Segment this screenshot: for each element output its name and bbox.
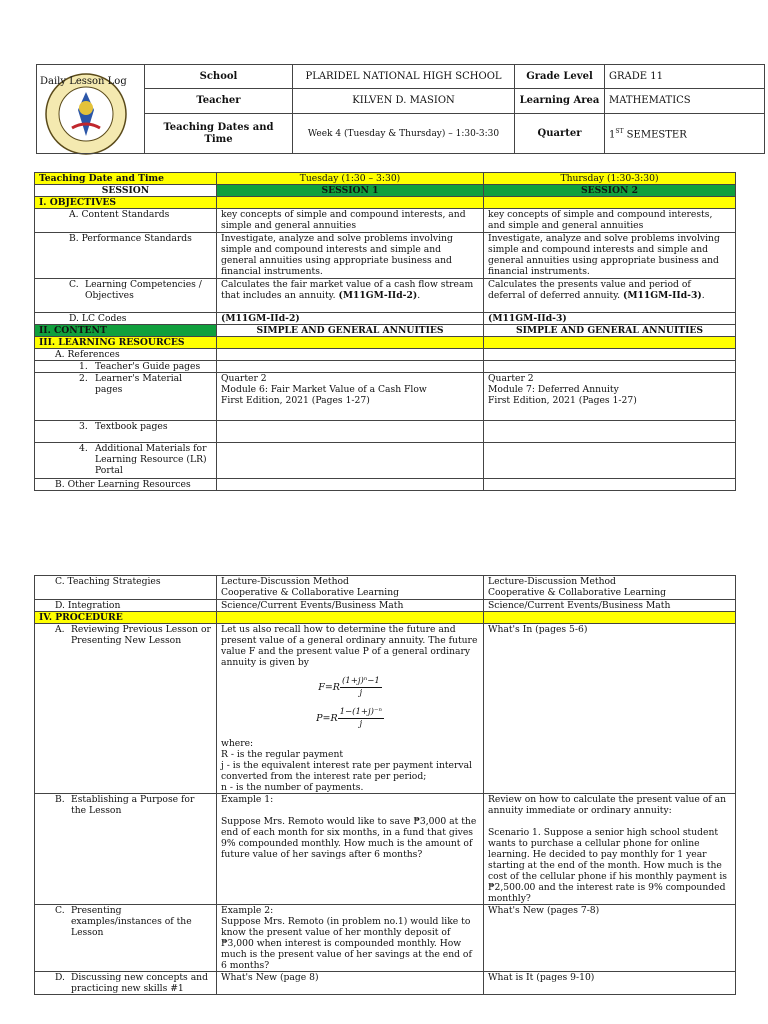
c-session-1: Example 2: Suppose Mrs. Remoto (in problem no.1) would like to know the present value of her monthly deposit of ₱3,000 when interest is compounded monthly. How much is the present value of her savings at the end of 6 months? xyxy=(217,905,484,972)
table-row xyxy=(35,373,736,421)
int-session-1: Science/Current Events/Business Math xyxy=(217,600,484,612)
presenting-label: C. Presenting examples/instances of the Lesson xyxy=(35,905,217,972)
d-session-2: What is It (pages 9-10) xyxy=(484,972,736,995)
table-row xyxy=(35,233,736,279)
lcc-session-1: (M11GM-IId-2) xyxy=(217,313,484,325)
table-row xyxy=(35,972,736,995)
table-row xyxy=(35,325,736,337)
content-session-1: SIMPLE AND GENERAL ANNUITIES xyxy=(217,325,484,337)
table-row xyxy=(35,197,736,209)
lc-session-2: Calculates the presents value and period of deferral of deferred annuity. (M11GM-IId-3). xyxy=(484,279,736,313)
textbook-label: 3. Textbook pages xyxy=(35,421,217,443)
int-session-2: Science/Current Events/Business Math xyxy=(484,600,736,612)
references-label: A. References xyxy=(35,349,217,361)
tdt-label: Teaching Date and Time xyxy=(35,173,217,185)
content-standards-label: A. Content Standards xyxy=(35,209,217,233)
school-label: School xyxy=(145,65,293,89)
quarter-value: 1ST SEMESTER xyxy=(605,114,765,154)
lcc-session-2: (M11GM-IId-3) xyxy=(484,313,736,325)
daily-lesson-log-label: Daily Lesson Log xyxy=(40,76,127,87)
table-row xyxy=(35,349,736,361)
session-label: SESSION xyxy=(35,185,217,197)
reviewing-label: A. Reviewing Previous Lesson or Presenting New Lesson xyxy=(35,624,217,794)
table-row xyxy=(35,479,736,491)
objectives-heading: I. OBJECTIVES xyxy=(35,197,217,209)
tdt-tuesday: Tuesday (1:30 – 3:30) xyxy=(217,173,484,185)
d-session-1: What's New (page 8) xyxy=(217,972,484,995)
table-row xyxy=(35,209,736,233)
teaching-strategies-label: C. Teaching Strategies xyxy=(35,576,217,600)
ts-session-2: Lecture-Discussion Method Cooperative & Collaborative Learning xyxy=(484,576,736,600)
additional-materials-label: 4. Additional Materials for Learning Resource (LR) Portal xyxy=(35,443,217,479)
b-session-1: Example 1: Suppose Mrs. Remoto would like to save ₱3,000 at the end of each month for six months, in a fund that gives 9% compounded monthly. How much is the amount of future value of her savings after 6 months? xyxy=(217,794,484,905)
lc-codes-label: D. LC Codes xyxy=(35,313,217,325)
table-row xyxy=(35,185,736,197)
tdt-thursday: Thursday (1:30-3:30) xyxy=(484,173,736,185)
other-resources-label: B. Other Learning Resources xyxy=(35,479,217,491)
table-row xyxy=(35,313,736,325)
ps-session-1: Investigate, analyze and solve problems involving simple and compound interests and simple and general annuities using appropriate business and financial instruments. xyxy=(217,233,484,279)
cs-session-1: key concepts of simple and compound interests, and simple and general annuities xyxy=(217,209,484,233)
content-heading: II. CONTENT xyxy=(35,325,217,337)
header-table xyxy=(36,64,765,154)
learning-resources-heading: III. LEARNING RESOURCES xyxy=(35,337,217,349)
learners-material-label: 2. Learner's Material pages xyxy=(35,373,217,421)
area-value: MATHEMATICS xyxy=(605,89,765,114)
table-row xyxy=(35,624,736,794)
session-1: SESSION 1 xyxy=(217,185,484,197)
c-session-2: What's New (pages 7-8) xyxy=(484,905,736,972)
future-value-formula: F=R $\frac{\text{(1+j)ⁿ−1}}{j}$ xyxy=(318,676,380,698)
content-session-2: SIMPLE AND GENERAL ANNUITIES xyxy=(484,325,736,337)
objectives-table xyxy=(34,172,736,491)
a-session-1: Let us also recall how to determine the future and present value of a general ordinary annuity. The future value F and the present value P of a general ordinary annuity is given by F=R $\frac{\text{(1+j)ⁿ−1}}{j}$ P=R $\frac{\text{1−(1+j)⁻ⁿ}}{j}$ where: R - is the regular payment j - is the equivalent interest rate per payment interval converted from the interest rate per period; n - is the number of payments. xyxy=(217,624,484,794)
present-value-formula: P=R $\frac{\text{1−(1+j)⁻ⁿ}}{j}$ xyxy=(316,707,382,729)
teachers-guide-label: 1. Teacher's Guide pages xyxy=(35,361,217,373)
school-value: PLARIDEL NATIONAL HIGH SCHOOL xyxy=(293,65,515,89)
a-session-2: What's In (pages 5-6) xyxy=(484,624,736,794)
area-label: Learning Area xyxy=(515,89,605,114)
lm-session-2: Quarter 2 Module 7: Deferred Annuity First Edition, 2021 (Pages 1-27) xyxy=(484,373,736,421)
grade-label: Grade Level xyxy=(515,65,605,89)
integration-label: D. Integration xyxy=(35,600,217,612)
discussing-label: D. Discussing new concepts and practicing new skills #1 xyxy=(35,972,217,995)
table-row xyxy=(35,337,736,349)
competencies-label: C. Learning Competencies / Objectives xyxy=(35,279,217,313)
dates-value: Week 4 (Tuesday & Thursday) – 1:30-3:30 xyxy=(293,114,515,154)
table-row xyxy=(35,443,736,479)
quarter-label: Quarter xyxy=(515,114,605,154)
table-row xyxy=(35,421,736,443)
grade-value: GRADE 11 xyxy=(605,65,765,89)
table-row xyxy=(35,600,736,612)
lc-session-1: Calculates the fair market value of a cash flow stream that includes an annuity. (M11GM-IId-2). xyxy=(217,279,484,313)
procedure-table xyxy=(34,575,736,995)
session-2: SESSION 2 xyxy=(484,185,736,197)
table-row xyxy=(35,612,736,624)
b-session-2: Review on how to calculate the present value of an annuity immediate or ordinary annuity: Scenario 1. Suppose a senior high school student wants to purchase a cellular phone for online learning. He decided to pay monthly for 1 year starting at the end of the month. How much is the cost of the cellular phone if his monthly payment is ₱2,500.00 and the interest rate is 9% compounded monthly? xyxy=(484,794,736,905)
lm-session-1: Quarter 2 Module 6: Fair Market Value of a Cash Flow First Edition, 2021 (Pages 1-27) xyxy=(217,373,484,421)
table-row xyxy=(35,794,736,905)
table-row xyxy=(35,905,736,972)
table-row xyxy=(35,576,736,600)
table-row xyxy=(35,279,736,313)
purpose-label: B. Establishing a Purpose for the Lesson xyxy=(35,794,217,905)
table-row xyxy=(35,173,736,185)
dates-label: Teaching Dates and Time xyxy=(145,114,293,154)
procedure-heading: IV. PROCEDURE xyxy=(35,612,217,624)
performance-standards-label: B. Performance Standards xyxy=(35,233,217,279)
ts-session-1: Lecture-Discussion Method Cooperative & Collaborative Learning xyxy=(217,576,484,600)
teacher-value: KILVEN D. MASION xyxy=(293,89,515,114)
cs-session-2: key concepts of simple and compound interests, and simple and general annuities xyxy=(484,209,736,233)
table-row xyxy=(35,361,736,373)
teacher-label: Teacher xyxy=(145,89,293,114)
ps-session-2: Investigate, analyze and solve problems involving simple and compound interests and simple and general annuities using appropriate business and financial instruments. xyxy=(484,233,736,279)
